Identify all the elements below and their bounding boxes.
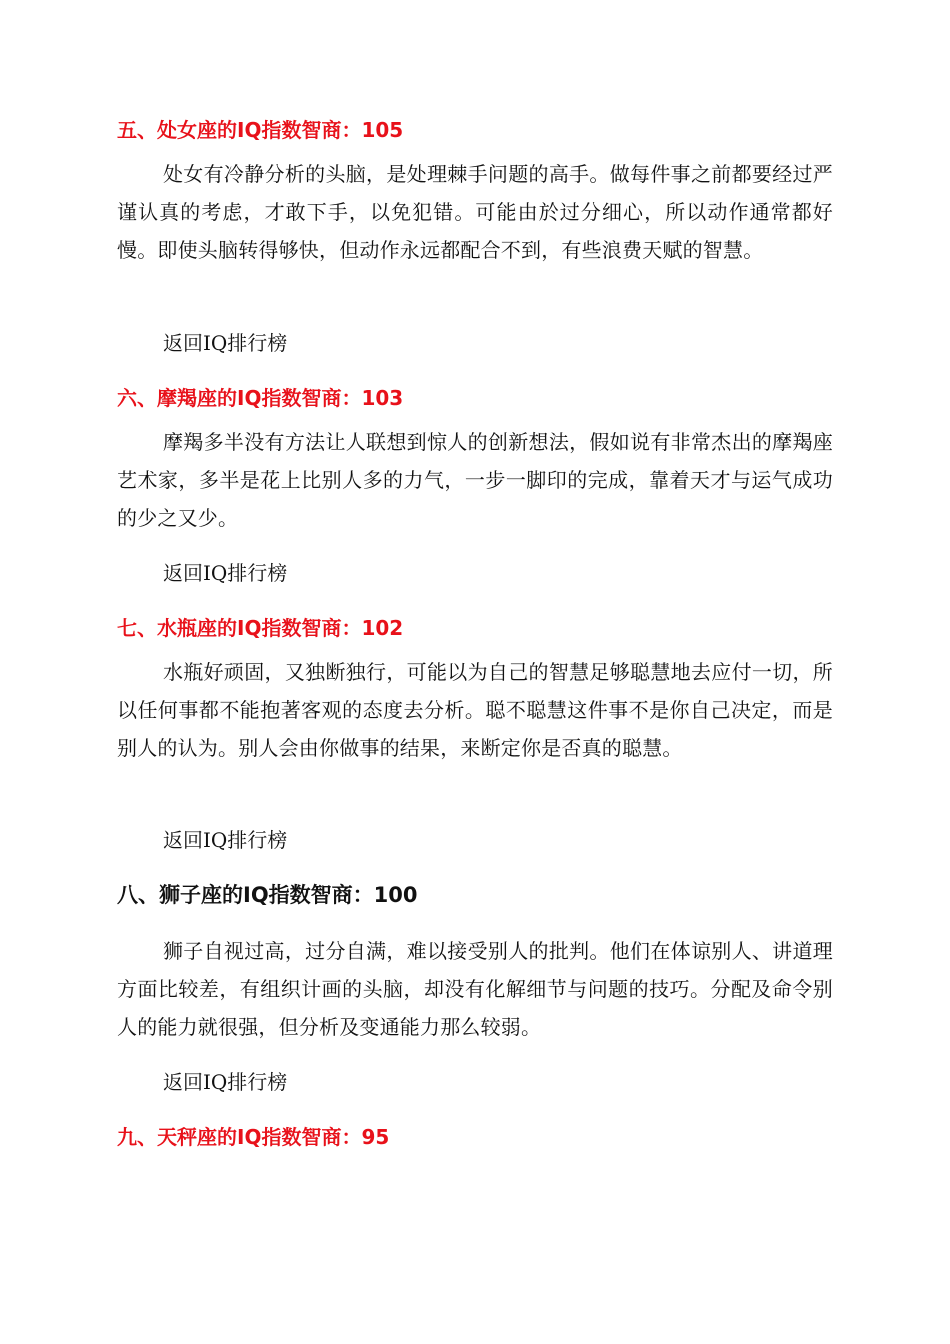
back-to-iq-ranking-link[interactable]: 返回IQ排行榜 <box>163 1070 288 1094</box>
section-heading-leo: 八、狮子座的IQ指数智商：100 <box>117 883 418 907</box>
back-to-iq-ranking-link[interactable]: 返回IQ排行榜 <box>163 331 288 355</box>
section-body-virgo: 处女有冷静分析的头脑，是处理棘手问题的高手。做每件事之前都要经过严谨认真的考虑，才敢下手，以免犯错。可能由於过分细心，所以动作通常都好慢。即使头脑转得够快，但动作永远都配合不到，有些浪费天赋的智慧。 <box>117 162 833 262</box>
section-body-leo: 狮子自视过高，过分自满，难以接受别人的批判。他们在体谅别人、讲道理方面比较差，有组织计画的头脑，却没有化解细节与问题的技巧。分配及命令别人的能力就很强，但分析及变通能力那么较弱。 <box>117 939 833 1039</box>
section-heading-capricorn: 六、摩羯座的IQ指数智商：103 <box>117 386 404 410</box>
section-body-capricorn: 摩羯多半没有方法让人联想到惊人的创新想法，假如说有非常杰出的摩羯座艺术家，多半是花上比别人多的力气，一步一脚印的完成，靠着天才与运气成功的少之又少。 <box>117 430 833 530</box>
section-body-aquarius: 水瓶好顽固，又独断独行，可能以为自己的智慧足够聪慧地去应付一切，所以任何事都不能抱著客观的态度去分析。聪不聪慧这件事不是你自己决定，而是别人的认为。别人会由你做事的结果，来断定你是否真的聪慧。 <box>117 660 833 760</box>
back-to-iq-ranking-link[interactable]: 返回IQ排行榜 <box>163 561 288 585</box>
section-heading-virgo: 五、处女座的IQ指数智商：105 <box>117 118 404 142</box>
section-heading-aquarius: 七、水瓶座的IQ指数智商：102 <box>117 616 404 640</box>
back-to-iq-ranking-link[interactable]: 返回IQ排行榜 <box>163 828 288 852</box>
section-heading-libra: 九、天秤座的IQ指数智商：95 <box>117 1125 390 1149</box>
